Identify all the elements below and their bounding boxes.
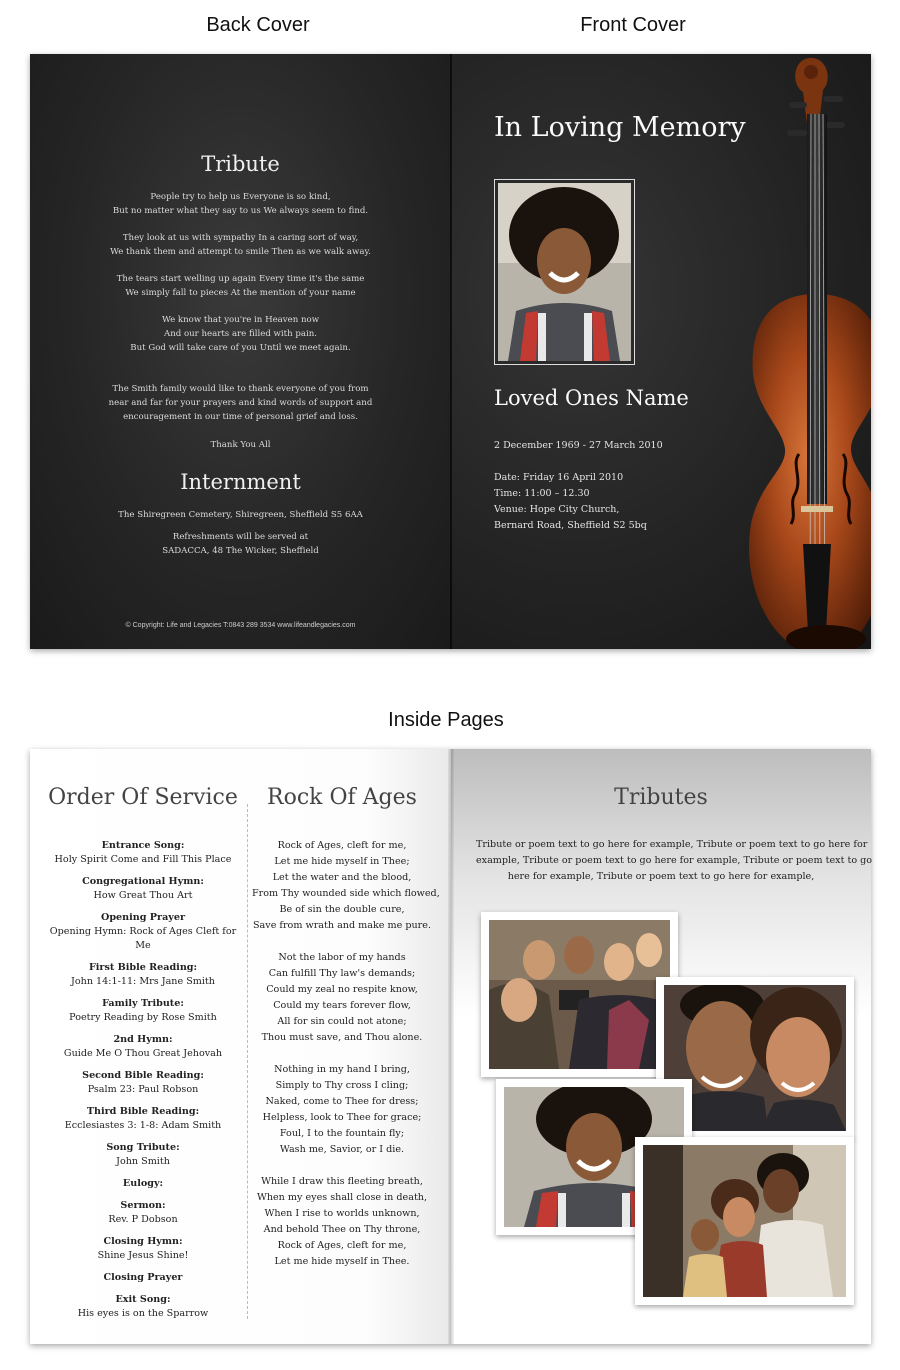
service-item <box>44 1177 242 1191</box>
hymn-line: When my eyes shall close in death, <box>256 1192 428 1203</box>
hymn-line: Naked, come to Thee for dress; <box>265 1096 419 1107</box>
hymn-stanza <box>252 950 432 1046</box>
hymn-line: Could my tears forever flow, <box>273 1000 411 1011</box>
poem-line: The tears start welling up again Every time it's the same <box>116 274 365 284</box>
service-date: Date: Friday 16 April 2010 <box>494 472 624 483</box>
hymn-line: Could my zeal no respite know, <box>266 984 418 995</box>
front-cover-label: Front Cover <box>580 14 686 36</box>
tribute-stanza <box>70 190 411 218</box>
tributes-heading: Tributes <box>614 785 708 810</box>
service-item <box>44 1069 242 1097</box>
hymn-line: Nothing in my hand I bring, <box>274 1064 410 1075</box>
inside-left-page <box>30 749 451 1344</box>
group-friends-photo <box>481 912 678 1077</box>
group-friends-image <box>489 920 670 1069</box>
hymn-line: Foul, I to the fountain fly; <box>279 1128 405 1139</box>
cemetery-address: The Shiregreen Cemetery, Shiregreen, Sheffield S5 6AA <box>118 510 363 520</box>
service-item-title: Song Tribute: <box>106 1142 180 1153</box>
service-time: Time: 11:00 – 12.30 <box>494 488 590 499</box>
tribute-stanza <box>70 272 411 300</box>
refreshments-info <box>70 530 411 558</box>
inside-pages-label: Inside Pages <box>388 709 504 731</box>
life-dates: 2 December 1969 - 27 March 2010 <box>494 440 663 451</box>
service-details <box>494 470 647 534</box>
portrait-photo-frame <box>494 179 635 365</box>
internment-heading: Internment <box>180 470 301 494</box>
poem-line: They look at us with sympathy In a caring sort of way, <box>122 233 359 243</box>
back-cover-label: Back Cover <box>206 14 310 36</box>
hymn-stanza <box>252 1062 432 1158</box>
inner-spread <box>30 749 871 1344</box>
violin-image <box>691 54 871 649</box>
service-item-detail: Rev. P Dobson <box>108 1214 178 1225</box>
service-item-detail: Ecclesiastes 3: 1-8: Adam Smith <box>64 1120 222 1131</box>
poem-line: We simply fall to pieces At the mention of your name <box>125 288 356 298</box>
hymn-line: Thou must save, and Thou alone. <box>261 1032 423 1043</box>
in-loving-memory-title: In Loving Memory <box>494 112 746 143</box>
tribute-text-line: example, Tribute or poem text to go here for example, Tribute or poem text to go <box>476 855 873 866</box>
back-cover <box>30 54 451 649</box>
hymn-line: From Thy wounded side which flowed, <box>252 888 440 899</box>
tributes-text <box>476 837 873 885</box>
thanks-line: near and far for your prayers and kind words of support and <box>108 398 373 408</box>
service-item-detail: His eyes is on the Sparrow <box>77 1308 209 1319</box>
service-item-title: Eulogy: <box>122 1178 164 1189</box>
hymn-line: Let me hide myself in Thee; <box>274 856 410 867</box>
service-item-title: Second Bible Reading: <box>82 1070 204 1081</box>
hymn-line: Helpless, look to Thee for grace; <box>262 1112 422 1123</box>
service-item-detail: How Great Thou Art <box>93 890 193 901</box>
cover-spine <box>450 54 452 649</box>
outer-spread <box>30 54 871 649</box>
service-item-detail: John Smith <box>116 1156 170 1167</box>
inner-fold <box>448 749 454 1344</box>
front-cover <box>451 54 871 649</box>
service-item <box>44 997 242 1025</box>
service-item-detail: Opening Hymn: Rock of Ages Cleft for Me <box>49 926 237 951</box>
poem-line: But God will take care of you Until we meet again. <box>130 343 351 353</box>
hymn-line: When I rise to worlds unknown, <box>264 1208 420 1219</box>
service-item <box>44 875 242 903</box>
tribute-text-line: here for example, Tribute or poem text to go here for example, <box>507 871 815 882</box>
service-item <box>44 1271 242 1285</box>
hymn-line: While I draw this fleeting breath, <box>261 1176 423 1187</box>
service-item-title: Third Bible Reading: <box>86 1106 200 1117</box>
hymn-line: Let the water and the blood, <box>272 872 412 883</box>
hymn-stanza <box>252 1174 432 1270</box>
service-item <box>44 839 242 867</box>
hymn-line: Wash me, Savior, or I die. <box>279 1144 405 1155</box>
refreshments-line: Refreshments will be served at <box>172 532 309 542</box>
service-item-title: First Bible Reading: <box>88 962 198 973</box>
service-item <box>44 1141 242 1169</box>
poem-line: And our hearts are filled with pain. <box>163 329 318 339</box>
hymn-line: Not the labor of my hands <box>278 952 406 963</box>
thanks-line: The Smith family would like to thank everyone of you from <box>112 384 369 394</box>
hymn-line: Be of sin the double cure, <box>279 904 405 915</box>
service-venue: Venue: Hope City Church, <box>494 504 620 515</box>
tribute-stanza <box>70 313 411 355</box>
service-address: Bernard Road, Sheffield S2 5bq <box>494 520 647 531</box>
poem-line: But no matter what they say to us We always seem to find. <box>112 206 369 216</box>
service-item-title: Sermon: <box>120 1200 166 1211</box>
portrait-photo <box>498 183 631 361</box>
service-item-title: 2nd Hymn: <box>113 1034 173 1045</box>
refreshments-line: SADACCA, 48 The Wicker, Sheffield <box>162 546 319 556</box>
service-item-detail: Psalm 23: Paul Robson <box>87 1084 199 1095</box>
service-item <box>44 1235 242 1263</box>
service-item-detail: John 14:1-11: Mrs Jane Smith <box>71 976 215 987</box>
hymn-line: Rock of Ages, cleft for me, <box>277 840 407 851</box>
service-item-title: Opening Prayer <box>100 912 186 923</box>
order-of-service-heading: Order Of Service <box>48 785 238 810</box>
hymn-line: All for sin could not atone; <box>277 1016 407 1027</box>
order-of-service-list <box>44 839 242 1329</box>
inside-right-page <box>451 749 871 1344</box>
service-item-title: Congregational Hymn: <box>82 876 204 887</box>
hymn-stanza <box>252 838 440 934</box>
hymn-line: Can fulfill Thy law's demands; <box>268 968 416 979</box>
rock-of-ages-heading: Rock Of Ages <box>267 785 417 810</box>
service-item-detail: Shine Jesus Shine! <box>97 1250 189 1261</box>
copyright-notice: © Copyright: Life and Legacies T:0843 289 3534 www.lifeandlegacies.com <box>125 622 356 629</box>
service-item-title: Family Tribute: <box>102 998 184 1009</box>
service-item <box>44 1033 242 1061</box>
hymn-line: Let me hide myself in Thee. <box>274 1256 410 1267</box>
service-item <box>44 1199 242 1227</box>
service-item <box>44 961 242 989</box>
rock-of-ages-poem <box>252 838 440 1286</box>
tribute-text-line: Tribute or poem text to go here for example, Tribute or poem text to go here for <box>476 839 868 850</box>
thanks-line: encouragement in our time of personal grief and loss. <box>123 412 358 422</box>
tribute-poem <box>70 190 411 355</box>
service-item-detail: Poetry Reading by Rose Smith <box>69 1012 217 1023</box>
service-item <box>44 1105 242 1133</box>
service-item-title: Exit Song: <box>115 1294 171 1305</box>
poem-line: We thank them and attempt to smile Then as we walk away. <box>110 247 371 257</box>
hymn-line: Rock of Ages, cleft for me, <box>277 1240 407 1251</box>
thanks-message <box>70 382 411 424</box>
poem-line: People try to help us Everyone is so kind, <box>150 192 331 202</box>
hymn-line: Simply to Thy cross I cling; <box>275 1080 409 1091</box>
service-item-title: Entrance Song: <box>101 840 185 851</box>
poem-line: We know that you're in Heaven now <box>161 315 320 325</box>
service-item <box>44 1293 242 1321</box>
service-item-title: Closing Prayer <box>103 1272 183 1283</box>
loved-one-name: Loved Ones Name <box>494 386 689 410</box>
family-photo <box>635 1137 854 1305</box>
thank-you-all: Thank You All <box>210 440 271 450</box>
tribute-stanza <box>70 231 411 259</box>
hymn-line: And behold Thee on Thy throne, <box>263 1224 421 1235</box>
tribute-heading: Tribute <box>201 152 280 176</box>
hymn-line: Save from wrath and make me pure. <box>252 920 431 931</box>
service-item-title: Closing Hymn: <box>103 1236 183 1247</box>
column-divider <box>247 804 248 1319</box>
family-image <box>643 1145 846 1297</box>
service-item <box>44 911 242 953</box>
service-item-detail: Holy Spirit Come and Fill This Place <box>54 854 232 865</box>
service-item-detail: Guide Me O Thou Great Jehovah <box>63 1048 223 1059</box>
